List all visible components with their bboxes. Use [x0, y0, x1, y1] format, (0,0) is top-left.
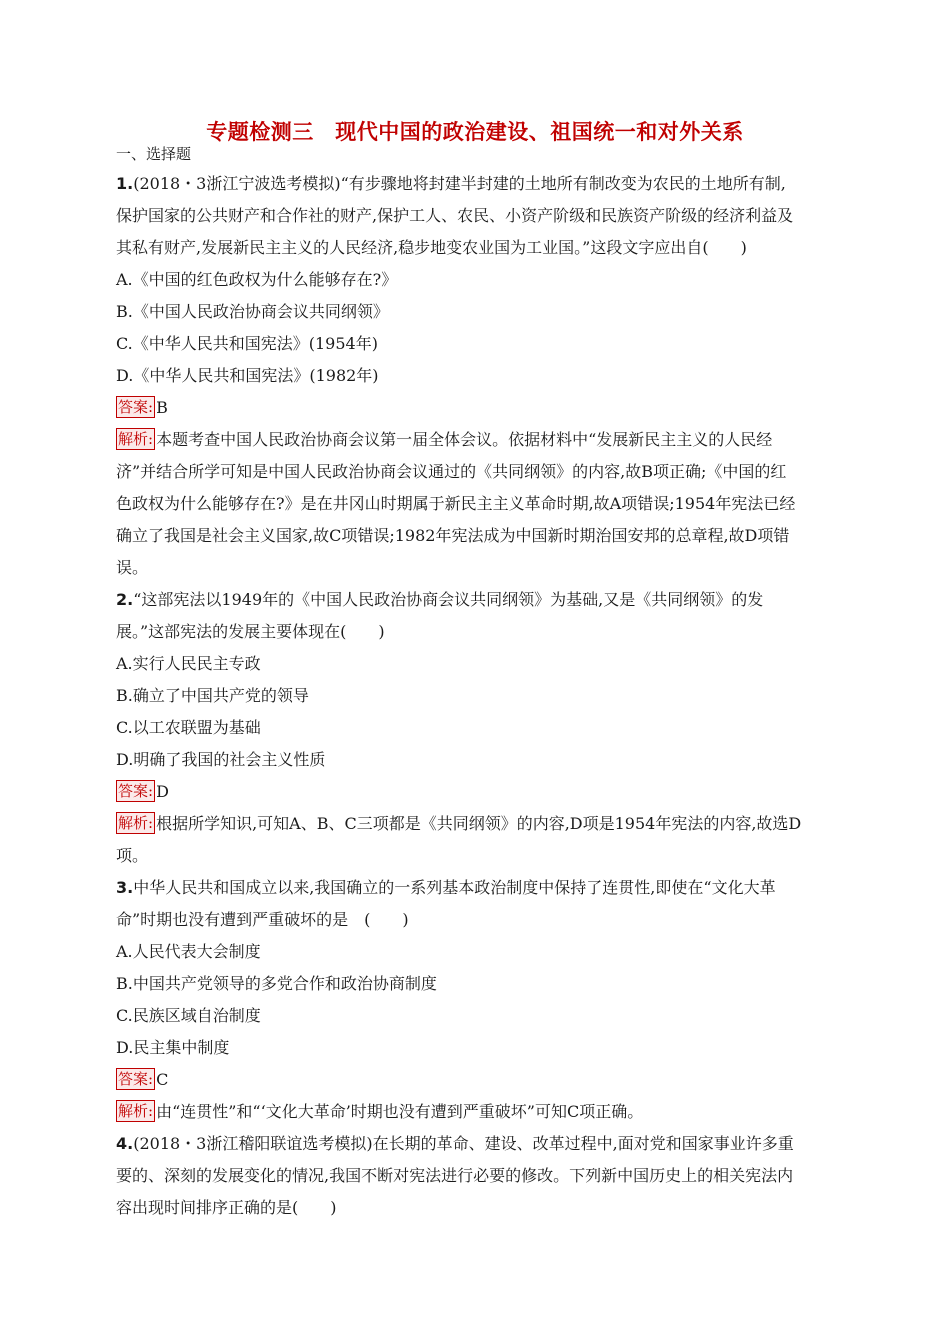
question-4 — [116, 1128, 836, 1224]
option-a: A.《中国的红色政权为什么能够存在?》 — [116, 270, 398, 289]
option-d: D.民主集中制度 — [116, 1038, 230, 1057]
analysis-line: 确立了我国是社会主义国家,故C项错误;1982年宪法成为中国新时期治国安邦的总章程,故D项错 — [116, 526, 790, 545]
analysis-line: 色政权为什么能够存在?》是在井冈山时期属于新民主主义革命时期,故A项错误;1954年宪法已经 — [116, 494, 796, 513]
question-stem-line: 保护国家的公共财产和合作社的财产,保护工人、农民、小资产阶级和民族资产阶级的经济利益及 — [116, 206, 794, 225]
option-c: C.以工农联盟为基础 — [116, 718, 261, 737]
option-c: C.《中华人民共和国宪法》(1954年) — [116, 334, 378, 353]
option-a: A.实行人民民主专政 — [116, 654, 261, 673]
analysis-tag: 解析: — [118, 1102, 154, 1120]
answer-tag: 答案: — [118, 398, 154, 416]
analysis-line: 解析: 根据所学知识,可知A、B、C三项都是《共同纲领》的内容,D项是1954年宪法的内容,故选D — [118, 814, 802, 833]
question-stem-line: 展。”这部宪法的发展主要体现在( ) — [116, 622, 385, 641]
analysis-tag: 解析: — [118, 814, 154, 832]
answer-line — [116, 392, 836, 424]
question-stem-line: 容出现时间排序正确的是( ) — [116, 1198, 337, 1217]
question-number: 1. — [116, 174, 134, 193]
question-stem-line: 2.“这部宪法以1949年的《中国人民政治协商会议共同纲领》为基础,又是《共同纲领》的发 — [116, 590, 764, 609]
analysis-line: 解析: 本题考查中国人民政治协商会议第一届全体会议。依据材料中“发展新民主主义的人民经 — [118, 430, 773, 449]
question-stem-line: 其私有财产,发展新民主主义的人民经济,稳步地变农业国为工业国。”这段文字应出自( ) — [116, 238, 747, 257]
question-number: 2. — [116, 590, 134, 609]
analysis-tag: 解析: — [118, 430, 154, 448]
analysis-line: 济”并结合所学可知是中国人民政治协商会议通过的《共同纲领》的内容,故B项正确;《中国的红 — [116, 462, 787, 481]
answer-tag: 答案: — [118, 1070, 154, 1088]
answer-value: B — [156, 398, 168, 417]
answer-line — [116, 1064, 836, 1096]
option-b: B.确立了中国共产党的领导 — [116, 686, 309, 705]
question-stem-line: 要的、深刻的发展变化的情况,我国不断对宪法进行必要的修改。下列新中国历史上的相关宪法内 — [116, 1166, 794, 1185]
analysis-line: 项。 — [116, 846, 149, 865]
document-body — [116, 140, 836, 1224]
answer-value: C — [156, 1070, 169, 1089]
answer-line — [116, 776, 836, 808]
answer-tag: 答案: — [118, 782, 154, 800]
question-1 — [116, 168, 836, 584]
analysis-line: 误。 — [116, 558, 149, 577]
option-d: D.明确了我国的社会主义性质 — [116, 750, 326, 769]
answer-value: D — [156, 782, 169, 801]
analysis-line: 解析: 由“连贯性”和“‘文化大革命’时期也没有遭到严重破坏”可知C项正确。 — [118, 1102, 644, 1121]
question-stem-line: 1.(2018・3浙江宁波选考模拟)“有步骤地将封建半封建的土地所有制改变为农民的土地所有制, — [116, 174, 786, 193]
document-title: 专题检测三 现代中国的政治建设、祖国统一和对外关系 — [206, 120, 744, 144]
question-stem-line: 4.(2018・3浙江稽阳联谊选考模拟)在长期的革命、建设、改革过程中,面对党和国家事业许多重 — [116, 1134, 794, 1153]
question-3 — [116, 872, 836, 1128]
question-stem-line: 3.中华人民共和国成立以来,我国确立的一系列基本政治制度中保持了连贯性,即使在“文化大革 — [116, 878, 776, 897]
option-b: B.中国共产党领导的多党合作和政治协商制度 — [116, 974, 437, 993]
option-c: C.民族区域自治制度 — [116, 1006, 261, 1025]
question-number: 3. — [116, 878, 134, 897]
section-heading: 一、选择题 — [116, 145, 192, 163]
question-2 — [116, 584, 836, 872]
option-a: A.人民代表大会制度 — [116, 942, 261, 961]
question-number: 4. — [116, 1134, 134, 1153]
question-stem-line: 命”时期也没有遭到严重破坏的是 ( ) — [116, 910, 409, 929]
option-d: D.《中华人民共和国宪法》(1982年) — [116, 366, 379, 385]
option-b: B.《中国人民政治协商会议共同纲领》 — [116, 302, 389, 321]
